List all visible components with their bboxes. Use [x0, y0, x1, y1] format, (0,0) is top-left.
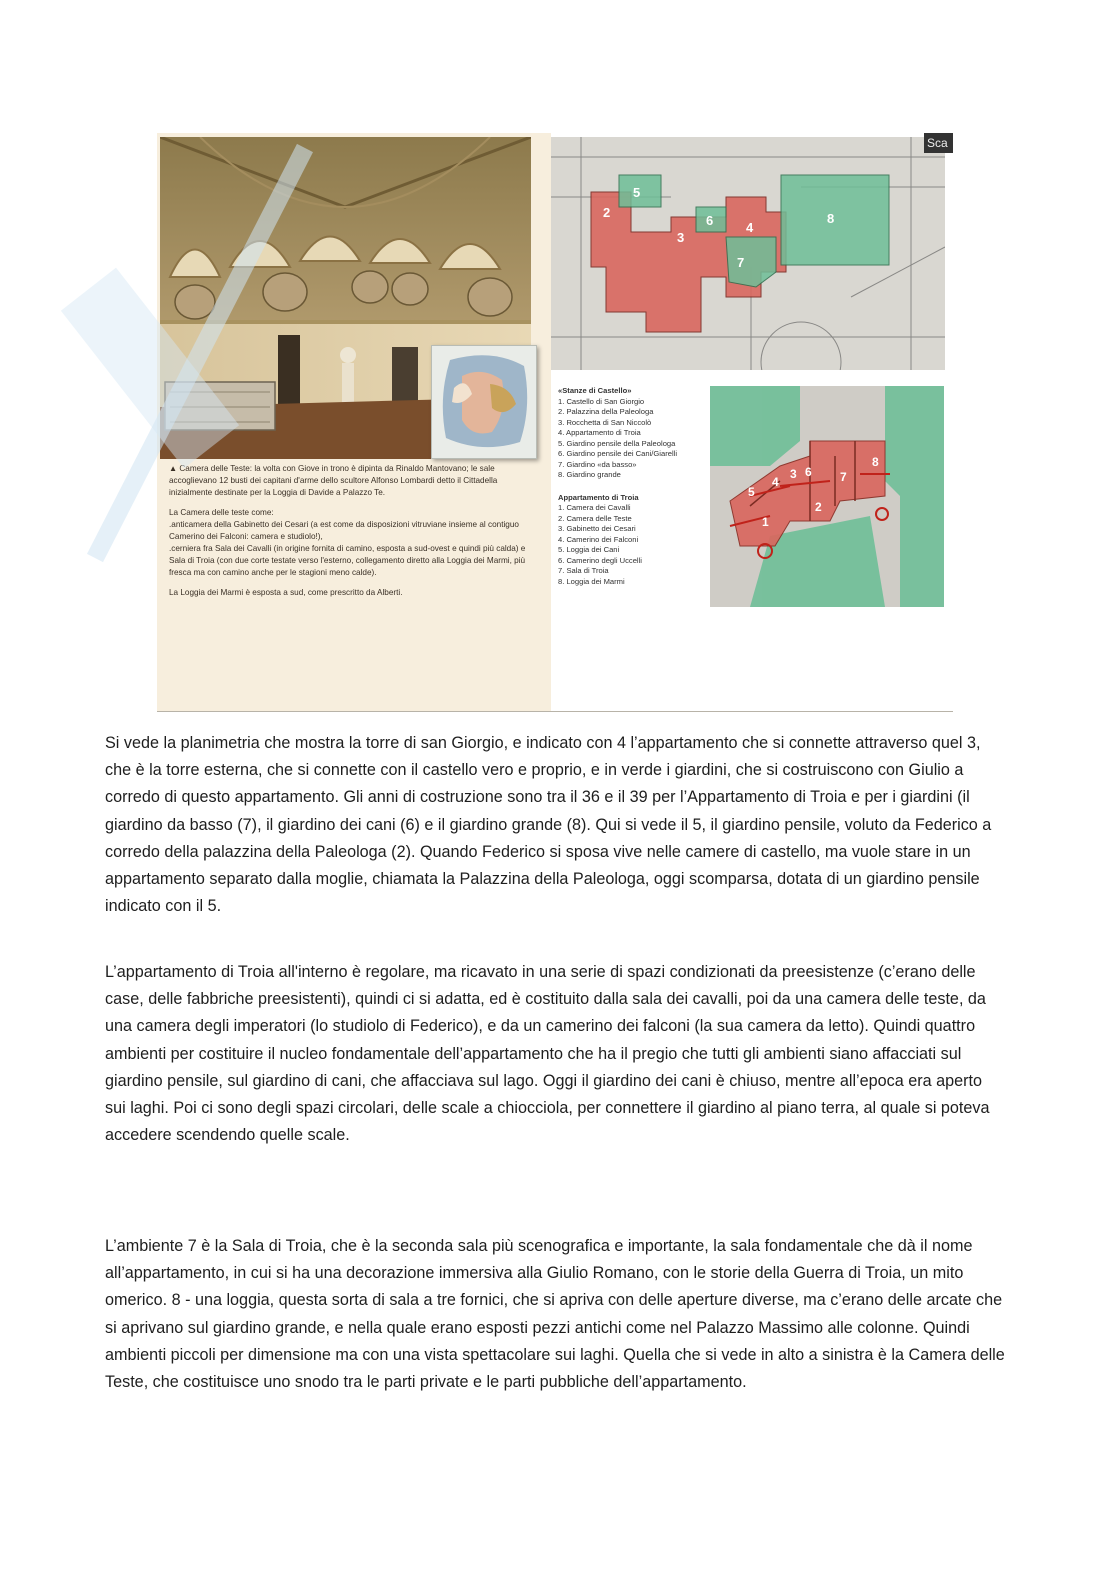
legend-item: 1. Castello di San Giorgio	[558, 396, 645, 406]
caption-loggia: La Loggia dei Marmi è esposta a sud, come prescritto da Alberti.	[169, 588, 403, 597]
photo-caption	[169, 463, 529, 607]
paragraph-2: L’appartamento di Troia all'interno è regolare, ma ricavato in una serie di spazi condizionati da preesistenze (c’erano delle case, delle fabbriche preesistenti), quindi ci si adatta, ed è costituito dalla sala dei cavalli, poi da una camera delle teste, da una camera degli imperatori (lo studiolo di Federico), e da un camerino dei falconi (la sua camera da letto). Quindi quattro ambienti per costituire il nucleo fondamentale dell’appartamento che ha il pregio che tutti gli ambienti siano affacciati sul giardino pensile, sul giardino di cani, che affacciava sul lago. Oggi il giardino dei cani è chiuso, mentre all’epoca era aperto sui laghi. Poi ci sono degli spazi circolari, delle scale a chiocciola, per connettere il giardino al piano terra, al quale si poteva accedere scendendo quelle scale.	[105, 963, 990, 1145]
plan1-label-5: 5	[633, 185, 641, 200]
fresco-angel-illustration	[432, 346, 536, 458]
legend-item: 5. Loggia dei Cani	[558, 545, 620, 554]
legend-title-stanze: «Stanze di Castello»	[558, 386, 632, 395]
plan2-label-5: 5	[748, 485, 755, 499]
plan-legend	[558, 386, 708, 599]
legend-list-appartamento	[558, 503, 708, 587]
plan2-label-3: 3	[790, 467, 797, 481]
plan1-label-2: 2	[603, 205, 611, 220]
plan2-label-8: 8	[872, 455, 879, 469]
legend-item: 6. Camerino degli Uccelli	[558, 555, 642, 565]
plan2-label-4: 4	[772, 475, 779, 489]
plan1-label-6: 6	[706, 213, 714, 228]
plan2-label-7: 7	[840, 470, 847, 484]
figure-composite	[157, 133, 953, 711]
plan1-label-8: 8	[827, 211, 835, 226]
fresco-fragment-inset	[431, 345, 537, 459]
plan2-label-1: 1	[762, 515, 769, 529]
legend-list-stanze	[558, 397, 708, 481]
legend-item: 6. Giardino pensile dei Cani/Giarelli	[558, 449, 678, 458]
castle-plan-illustration	[551, 137, 945, 370]
legend-title-appartamento: Appartamento di Troia	[558, 492, 639, 502]
scale-badge: Sca	[924, 133, 953, 153]
plan2-label-2: 2	[815, 500, 822, 514]
legend-item: 4. Appartamento di Troia	[558, 428, 641, 437]
caption-intro: La Camera delle teste come:	[169, 508, 274, 517]
plan1-label-7: 7	[737, 255, 745, 270]
legend-item: 2. Camera delle Teste	[558, 513, 632, 523]
legend-item: 3. Rocchetta di San Niccolò	[558, 417, 652, 427]
legend-item: 4. Camerino dei Falconi	[558, 534, 639, 544]
legend-item: 5. Giardino pensile della Paleologa	[558, 438, 676, 448]
caption-item-cerniera: .cerniera fra Sala dei Cavalli (in origine fornita di camino, esposta a sud-ovest e quindi più calda) e Sala di Troia (con due corte testate verso l'esterno, collegamento diretto alla Loggia dei Marmi, più fresca ma con camino anche per le stagioni meno calde).	[169, 544, 526, 577]
caption-line-1: ▲ Camera delle Teste: la volta con Giove in trono è dipinta da Rinaldo Mantovano; le sale accoglievano 12 busti dei capitani d'arme dello scultore Alfonso Lombardi detto il Cittadella inizialmente destinate per la Loggia di Davide a Palazzo Te.	[169, 464, 498, 497]
castle-plan-map	[551, 137, 945, 370]
legend-item: 3. Gabinetto dei Cesari	[558, 524, 636, 533]
legend-item: 7. Giardino «da basso»	[558, 459, 637, 469]
legend-item: 8. Giardino grande	[558, 470, 621, 479]
caption-item-anticamera: .anticamera della Gabinetto dei Cesari (a est come da disposizioni vitruviane insieme al contiguo Camerino dei Falconi: camera e studiolo!),	[169, 520, 519, 541]
legend-item: 7. Sala di Troia	[558, 566, 609, 575]
plan2-label-6: 6	[805, 465, 812, 479]
legend-item: 8. Loggia dei Marmi	[558, 576, 625, 586]
plan1-label-3: 3	[677, 230, 685, 245]
paragraph-3: L’ambiente 7 è la Sala di Troia, che è la seconda sala più scenografica e importante, la sala fondamentale che dà il nome all’appartamento, in cui si ha una decorazione immersiva alla Giulio Romano, con le storie della Guerra di Troia, un mito omerico. 8 - una loggia, questa sorta di sala a tre fornici, che si apriva con delle aperture diverse, ma c’erano delle arcate che si aprivano sul giardino grande, e nella quale erano esposti pezzi antichi come nel Palazzo Massimo alle colonne. Quindi ambienti piccoli per dimensione ma con una vista spettacolare sui laghi. Quella che si vede in alto a sinistra è la Camera delle Teste, che costituisce uno snodo tra le parti private e le parti pubbliche dell’appartamento.	[105, 1237, 1005, 1392]
figure-divider	[157, 711, 953, 712]
apartment-plan-illustration	[710, 386, 944, 607]
legend-item: 1. Camera dei Cavalli	[558, 503, 631, 512]
paragraph-1: Si vede la planimetria che mostra la torre di san Giorgio, e indicato con 4 l’appartamento che si connette attraverso quel 3, che è la torre esterna, che si connette con il castello vero e proprio, e in verde i giardini, che si costruiscono con Giulio a corredo di questo appartamento. Gli anni di costruzione sono tra il 36 e il 39 per l’Appartamento di Troia e per i giardini (il giardino da basso (7), il giardino dei cani (6) e il giardino grande (8). Qui si vede il 5, il giardino pensile, voluto da Federico a corredo della palazzina della Paleologa (2). Quando Federico si sposa vive nelle camere di castello, ma vuole stare in un appartamento separato dalla moglie, chiamata la Palazzina della Paleologa, oggi scomparsa, dotata di un giardino pensile indicato con il 5.	[105, 734, 992, 916]
apartment-detail-plan	[710, 386, 944, 607]
legend-item: 2. Palazzina della Paleologa	[558, 407, 654, 416]
plan1-label-4: 4	[746, 220, 754, 235]
